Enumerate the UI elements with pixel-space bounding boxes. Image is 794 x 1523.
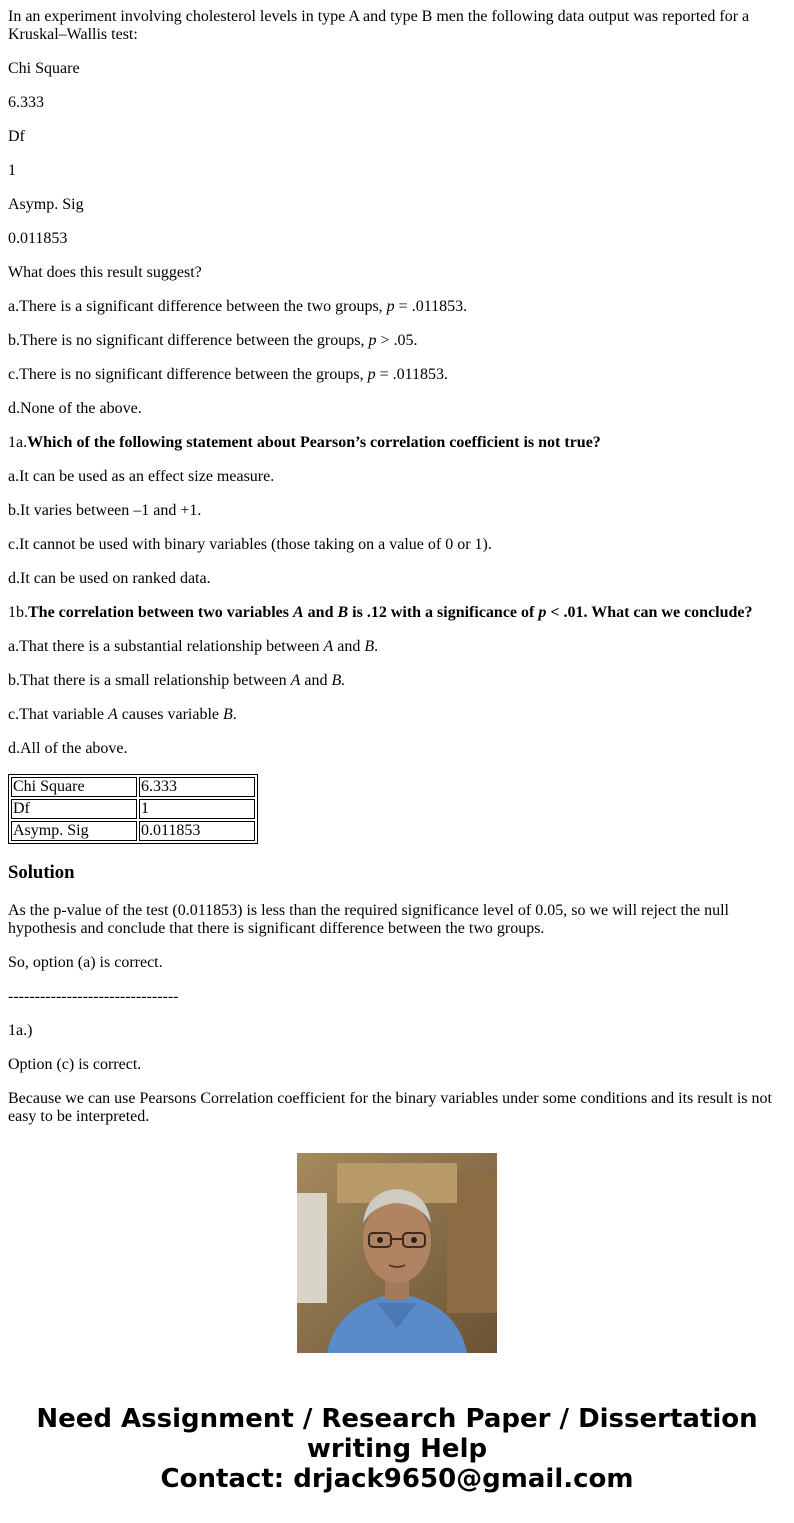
- stat-label-chi-square: Chi Square: [8, 60, 80, 77]
- question-1b: [8, 604, 784, 622]
- question-number: 1a.: [8, 434, 28, 451]
- option-1a-c: c.It cannot be used with binary variables (those taking on a value of 0 or 1).: [8, 536, 492, 553]
- option-1a-a: a.It can be used as an effect size measure.: [8, 468, 275, 485]
- avatar: [297, 1153, 497, 1353]
- option-text: a.That there is a substantial relationship between: [8, 638, 324, 655]
- option-text: c.There is no significant difference between the groups,: [8, 366, 368, 383]
- table-cell-label: Asymp. Sig: [11, 821, 137, 841]
- option-text: and: [333, 638, 365, 655]
- variable-a: A: [290, 672, 301, 689]
- stats-table: [8, 774, 258, 844]
- option-c: [8, 366, 784, 384]
- divider: --------------------------------: [8, 988, 179, 1005]
- table-row: [11, 799, 255, 819]
- option-d: d.None of the above.: [8, 400, 142, 417]
- question-number: 1b.: [8, 604, 28, 621]
- variable-a: A: [323, 638, 334, 655]
- document-body: [8, 8, 784, 1125]
- option-text: .: [374, 638, 379, 655]
- option-text: c.That variable: [8, 706, 108, 723]
- question-1a: [8, 434, 784, 452]
- variable-a: A: [293, 604, 304, 621]
- stat-value-df: 1: [8, 162, 16, 179]
- banner-line: writing Help: [306, 1434, 488, 1464]
- p-symbol: p: [538, 604, 547, 621]
- question-text: Which of the following statement about Pearson’s correlation coefficient is not true?: [27, 434, 601, 451]
- solution-answer: So, option (a) is correct.: [8, 954, 163, 971]
- contact-email: Contact: drjack9650@gmail.com: [160, 1464, 634, 1494]
- p-symbol: p: [367, 366, 376, 383]
- stat-label-asymp-sig: Asymp. Sig: [8, 196, 84, 213]
- solution-answer: Option (c) is correct.: [8, 1056, 142, 1073]
- question-text-part: is .12 with a significance of: [348, 604, 539, 621]
- p-symbol: p: [386, 298, 395, 315]
- option-text: > .05.: [376, 332, 418, 349]
- question-text-part: and: [303, 604, 338, 621]
- option-1b-c: [8, 706, 784, 724]
- option-text: = .011853.: [394, 298, 468, 315]
- solution-paragraph: As the p-value of the test (0.011853) is less than the required significance level of 0.05, so we will reject the null hypothesis and conclude that there is significant difference between the two groups.: [8, 902, 729, 937]
- stat-label-df: Df: [8, 128, 25, 145]
- stat-value-asymp-sig: 0.011853: [8, 230, 68, 247]
- variable-b: B: [337, 604, 349, 621]
- table-cell-value: 0.011853: [139, 821, 255, 841]
- option-a: [8, 298, 784, 316]
- question-text: [28, 604, 753, 621]
- option-b: [8, 332, 784, 350]
- stat-value-chi-square: 6.333: [8, 94, 44, 111]
- option-1b-d: d.All of the above.: [8, 740, 128, 757]
- option-1a-b: b.It varies between –1 and +1.: [8, 502, 202, 519]
- author-photo: [297, 1153, 497, 1353]
- option-text: a.There is a significant difference between the two groups,: [8, 298, 387, 315]
- option-text: causes variable: [117, 706, 224, 723]
- variable-b: B: [364, 638, 375, 655]
- solution-heading: Solution: [8, 862, 75, 883]
- option-text: and: [300, 672, 332, 689]
- option-text: b.There is no significant difference between the groups,: [8, 332, 369, 349]
- variable-b: B.: [331, 672, 346, 689]
- variable-b: B: [223, 706, 233, 723]
- intro-paragraph: In an experiment involving cholesterol levels in type A and type B men the following data output was reported for a Kruskal–Wallis test:: [8, 8, 750, 43]
- option-text: .: [232, 706, 237, 723]
- solution-paragraph: Because we can use Pearsons Correlation coefficient for the binary variables under some conditions and its result is not easy to be interpreted.: [8, 1090, 772, 1125]
- option-1a-d: d.It can be used on ranked data.: [8, 570, 211, 587]
- table-row: [11, 821, 255, 841]
- table-cell-value: 1: [139, 799, 255, 819]
- question-text-part: < .01. What can we conclude?: [546, 604, 753, 621]
- table-cell-label: Df: [11, 799, 137, 819]
- question-prompt: What does this result suggest?: [8, 264, 202, 281]
- question-text-part: The correlation between two variables: [28, 604, 293, 621]
- table-row: [11, 777, 255, 797]
- variable-a: A: [107, 706, 118, 723]
- contact-banner: [0, 1404, 794, 1494]
- solution-body: [8, 902, 784, 1125]
- table-cell-label: Chi Square: [11, 777, 137, 797]
- option-text: b.That there is a small relationship between: [8, 672, 291, 689]
- table-cell-value: 6.333: [139, 777, 255, 797]
- p-symbol: p: [368, 332, 377, 349]
- option-1b-b: [8, 672, 784, 690]
- solution-subheading: 1a.): [8, 1022, 33, 1039]
- option-text: = .011853.: [375, 366, 449, 383]
- banner-line: Need Assignment / Research Paper / Dissertation: [36, 1404, 758, 1434]
- option-1b-a: [8, 638, 784, 656]
